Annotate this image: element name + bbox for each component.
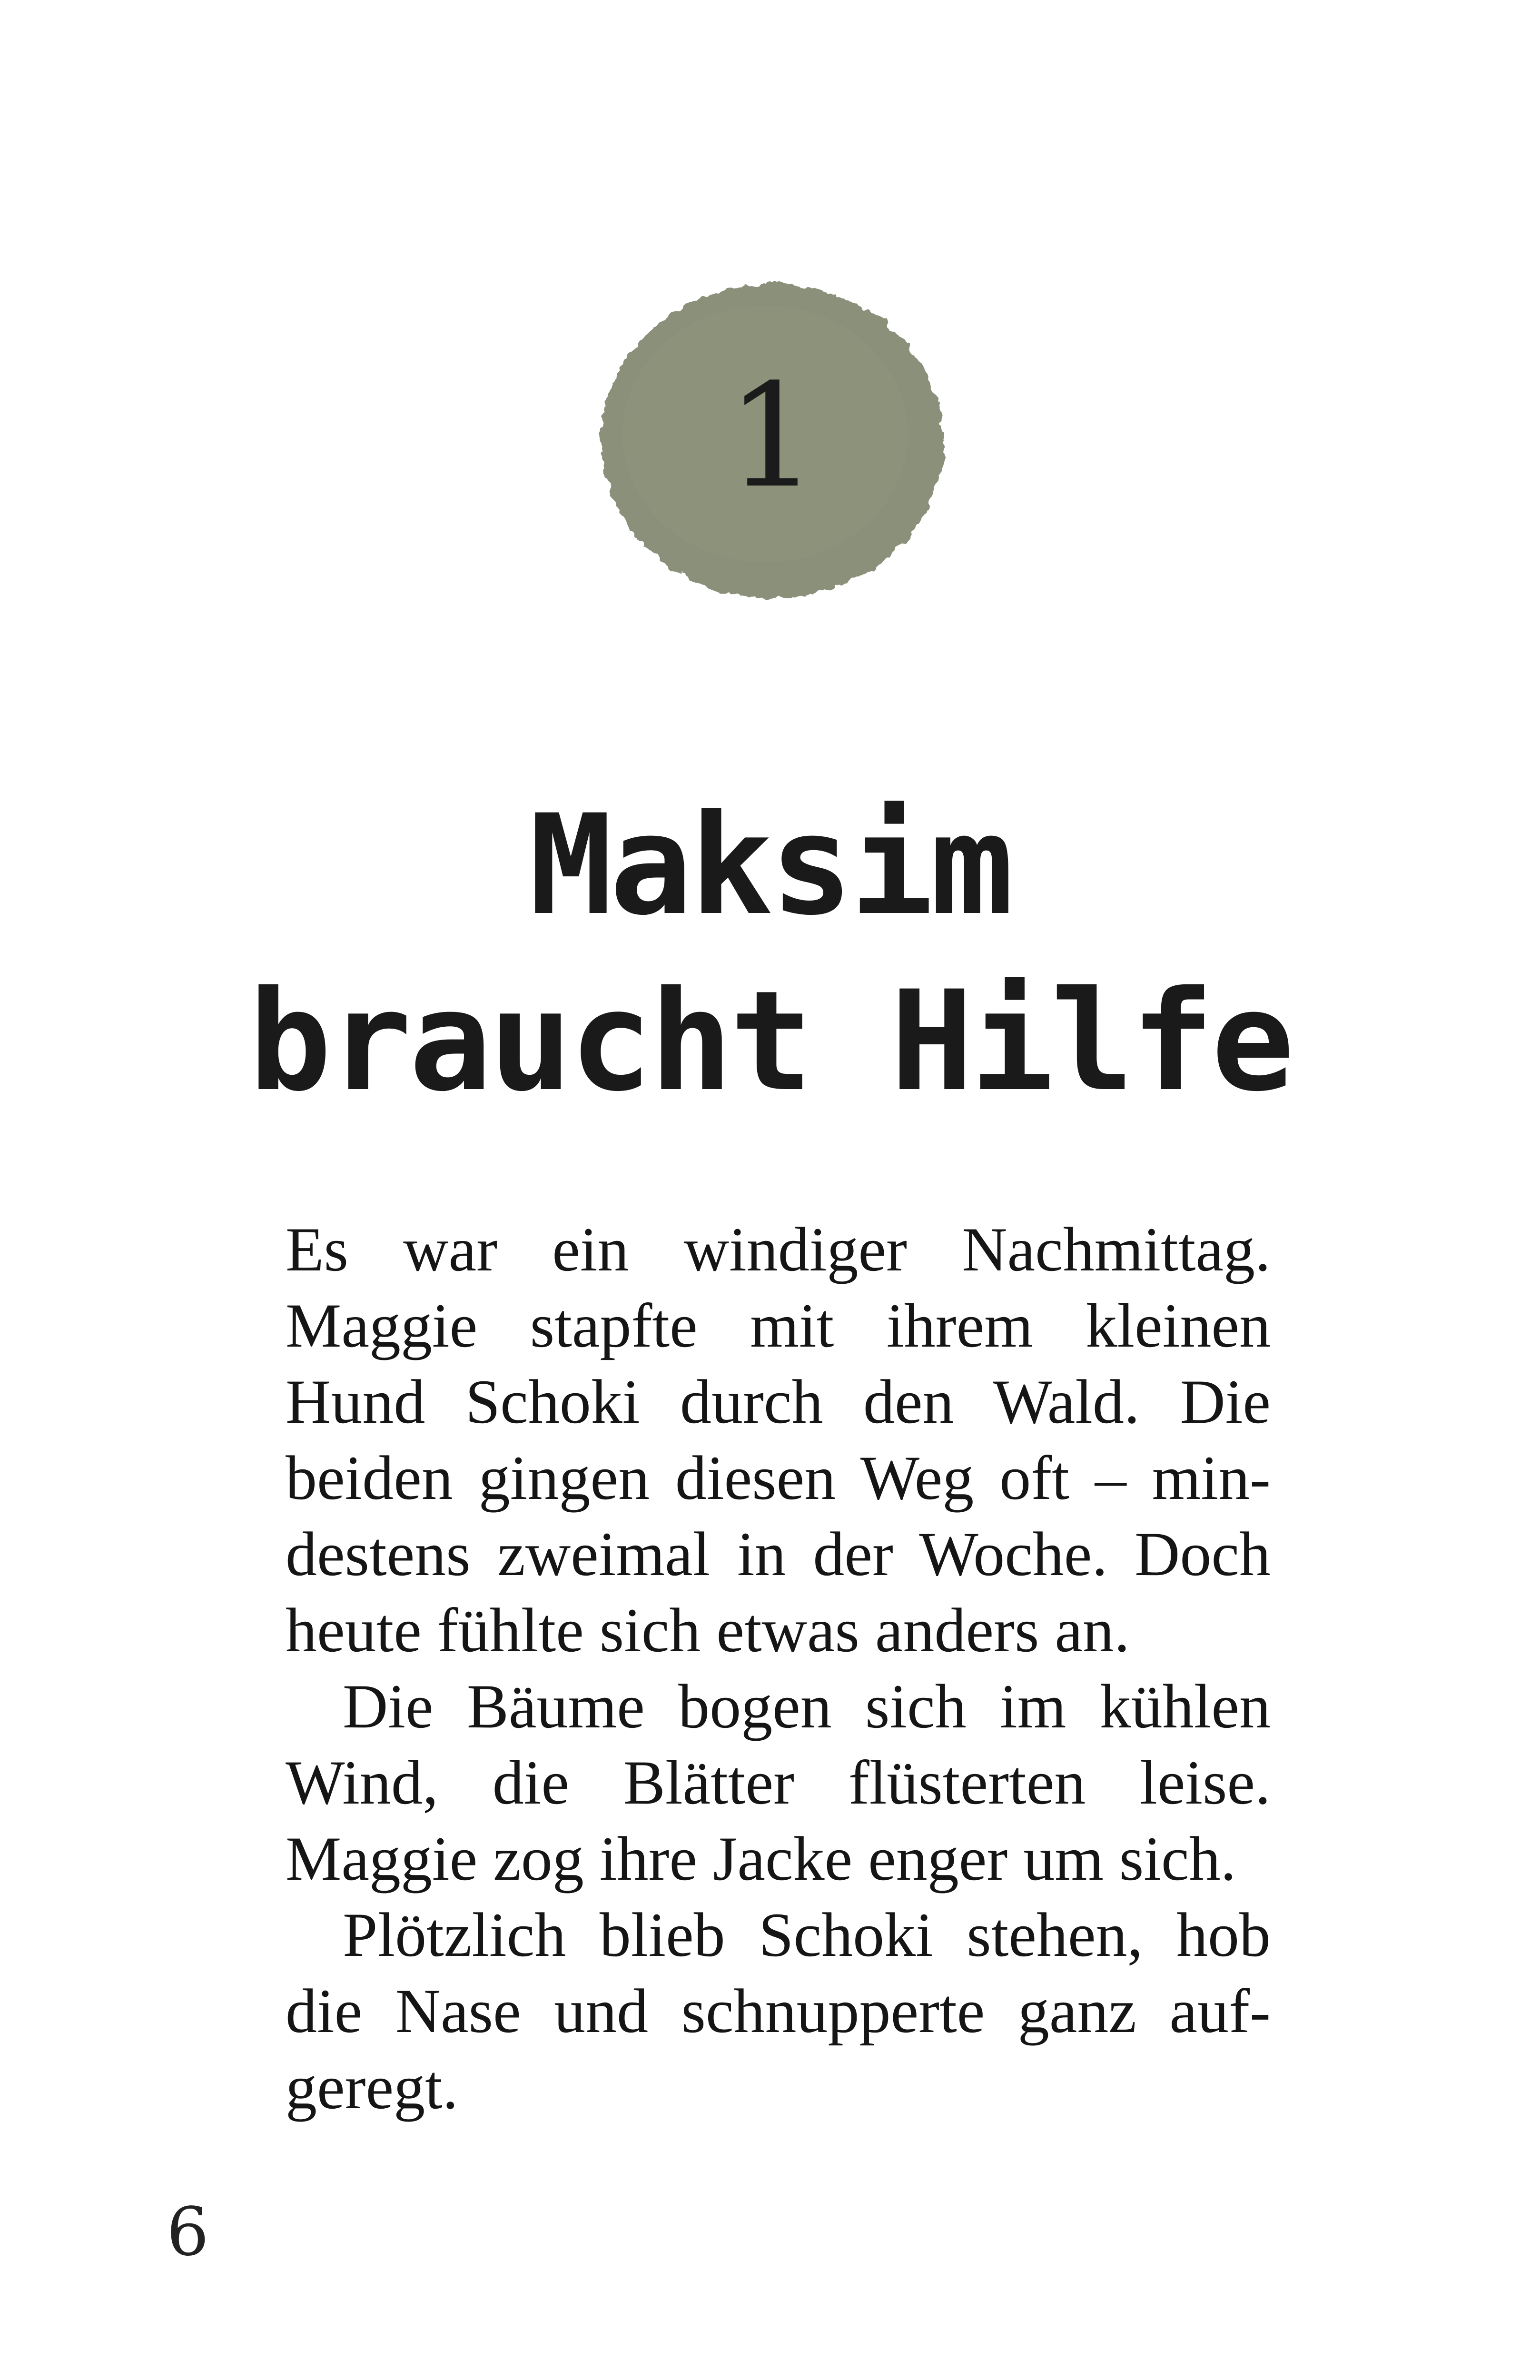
chapter-title [143,778,1397,1130]
chapter-badge [594,277,951,605]
chapter-title-line-1: Maksim [529,785,1011,946]
paragraph: Plötzlich blieb Schoki stehen, hob die Nase und schnupperte ganz aufgeregt. [286,1900,1271,2122]
paragraph: Die Bäume bogen sich im kühlen Wind, die Blätter flüsterten leise. Maggie zog ihre Jacke enger um sich. [286,1671,1271,1894]
chapter-body [286,1211,1271,2125]
chapter-title-line-2: braucht Hilfe [248,962,1292,1122]
paragraph: Es war ein windiger Nachmittag. Maggie stapfte mit ihrem kleinen Hund Schoki durch den Wald. Die beiden gingen diesen Weg oft – mindestens zweimal in der Woche. Doch heute fühlte sich etwas anders an. [286,1214,1271,1665]
chapter-number: 1 [727,353,818,519]
page-number: 6 [167,2193,209,2271]
